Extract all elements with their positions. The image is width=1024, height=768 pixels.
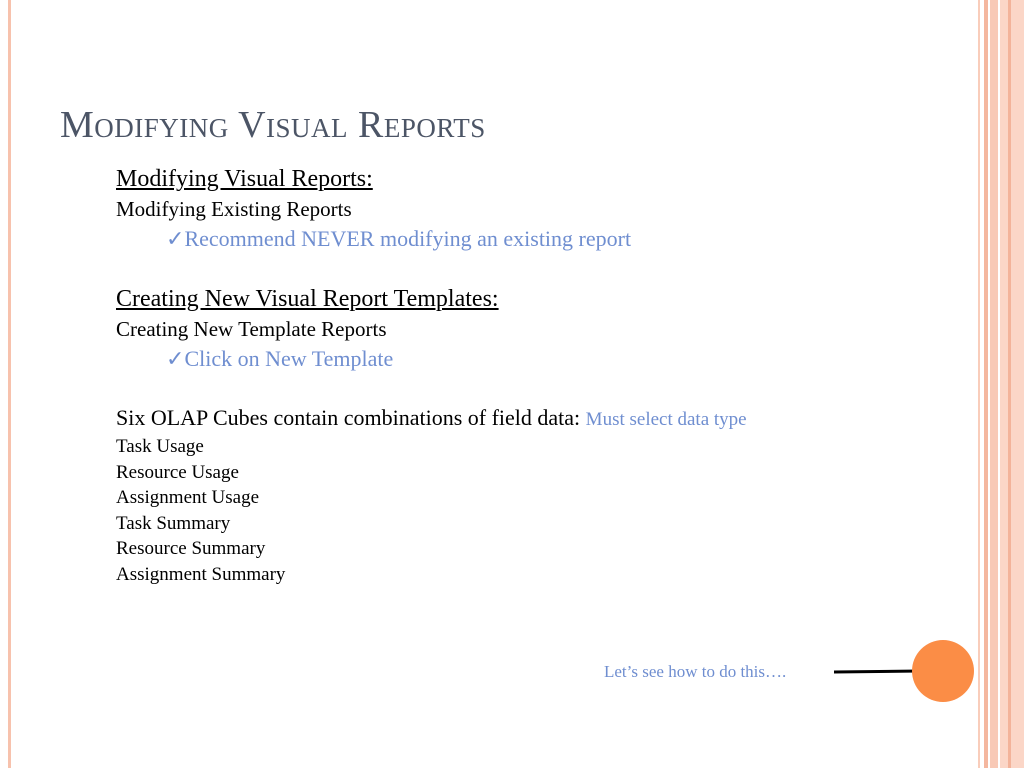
list-item: Assignment Summary	[116, 563, 286, 585]
right-stripe	[1008, 0, 1011, 768]
left-border	[8, 0, 11, 768]
cubes-note: Must select data type	[585, 409, 747, 430]
list-item: Resource Summary	[116, 538, 266, 560]
check-icon: ✓	[166, 226, 185, 251]
list-item: Task Usage	[116, 436, 204, 457]
check-item-recommend	[116, 224, 966, 253]
cubes-intro	[116, 403, 966, 434]
list-item: Assignment Usage	[116, 487, 260, 509]
section-heading-creating: Creating New Visual Report Templates:	[116, 286, 499, 312]
check-text: Click on New Template	[184, 346, 394, 371]
check-text: Recommend NEVER modifying an existing report	[184, 226, 632, 251]
section-subline-creating: Creating New Template Reports	[116, 317, 387, 341]
section-heading-modifying: Modifying Visual Reports:	[116, 166, 373, 192]
check-item-new-template	[116, 344, 966, 373]
right-stripe	[978, 0, 980, 768]
section-subline-modifying: Modifying Existing Reports	[116, 197, 352, 221]
list-item: Task Summary	[116, 512, 231, 534]
slide-content	[116, 163, 966, 588]
action-button-circle[interactable]	[912, 640, 974, 702]
right-stripe	[984, 0, 988, 768]
list-item: Resource Usage	[116, 461, 239, 483]
right-stripe	[990, 0, 998, 768]
slide-title: Modifying Visual Reports	[60, 104, 486, 146]
footer-text: Let’s see how to do this….	[604, 662, 787, 681]
cubes-intro-text: Six OLAP Cubes contain combinations of field data:	[116, 405, 581, 430]
check-icon: ✓	[166, 346, 185, 371]
spacer	[116, 253, 966, 283]
right-stripe	[1000, 0, 1024, 768]
spacer	[116, 373, 966, 403]
